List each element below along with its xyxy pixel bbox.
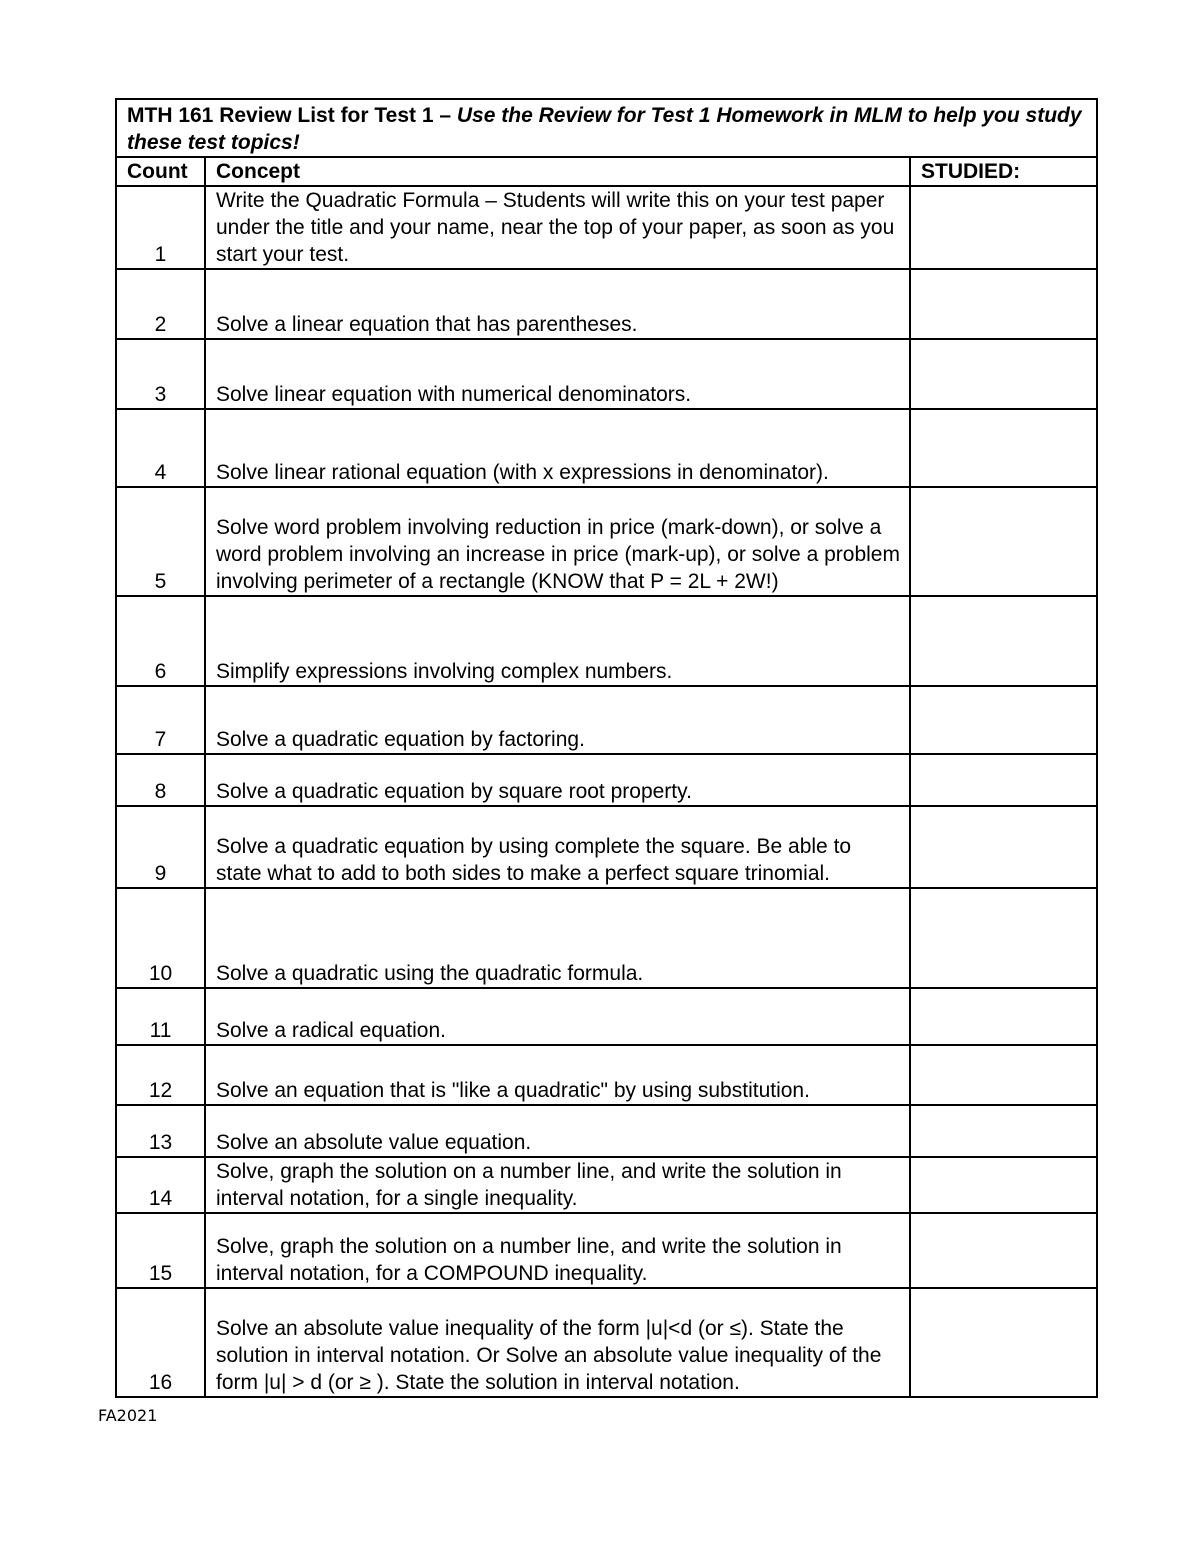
title-bold-text: MTH 161 Review List for Test 1 – (127, 104, 457, 127)
table-row (116, 1157, 1097, 1213)
row-count: 11 (116, 988, 205, 1045)
header-concept: Concept (205, 157, 910, 186)
row-count: 1 (116, 186, 205, 269)
row-studied-checkbox[interactable] (910, 1288, 1097, 1397)
row-count: 7 (116, 686, 205, 754)
row-concept: Solve, graph the solution on a number line, and write the solution in interval notation, for a single inequality. (205, 1157, 910, 1213)
row-concept: Solve a quadratic using the quadratic formula. (205, 888, 910, 988)
row-studied-checkbox[interactable] (910, 1045, 1097, 1105)
row-concept: Solve an absolute value equation. (205, 1105, 910, 1157)
row-count: 2 (116, 269, 205, 339)
table-row (116, 754, 1097, 806)
title-italic-text: Use the Review for Test 1 Homework in MLM to help you study these test topics! (127, 104, 1082, 154)
row-studied-checkbox[interactable] (910, 596, 1097, 686)
row-concept: Solve a quadratic equation by factoring. (205, 686, 910, 754)
row-count: 10 (116, 888, 205, 988)
row-count: 3 (116, 339, 205, 409)
row-studied-checkbox[interactable] (910, 806, 1097, 888)
row-concept: Solve a quadratic equation by square root property. (205, 754, 910, 806)
row-studied-checkbox[interactable] (910, 186, 1097, 269)
row-studied-checkbox[interactable] (910, 888, 1097, 988)
table-row (116, 888, 1097, 988)
header-studied: STUDIED: (910, 157, 1097, 186)
row-count: 8 (116, 754, 205, 806)
row-count: 14 (116, 1157, 205, 1213)
table-row (116, 686, 1097, 754)
row-count: 6 (116, 596, 205, 686)
row-studied-checkbox[interactable] (910, 1213, 1097, 1288)
row-concept: Solve an equation that is "like a quadratic" by using substitution. (205, 1045, 910, 1105)
row-count: 9 (116, 806, 205, 888)
row-concept: Solve linear rational equation (with x expressions in denominator). (205, 409, 910, 487)
row-count: 16 (116, 1288, 205, 1397)
row-studied-checkbox[interactable] (910, 1157, 1097, 1213)
table-row (116, 1288, 1097, 1397)
table-row (116, 1105, 1097, 1157)
table-row (116, 269, 1097, 339)
footer-code: FA2021 (98, 1406, 158, 1425)
table-row (116, 186, 1097, 269)
header-count: Count (116, 157, 205, 186)
table-row (116, 339, 1097, 409)
row-count: 12 (116, 1045, 205, 1105)
row-count: 13 (116, 1105, 205, 1157)
row-count: 4 (116, 409, 205, 487)
page-title (116, 99, 1097, 157)
title-row (116, 99, 1097, 157)
row-concept: Simplify expressions involving complex numbers. (205, 596, 910, 686)
header-row (116, 157, 1097, 186)
row-studied-checkbox[interactable] (910, 339, 1097, 409)
rows-body (116, 186, 1097, 1397)
row-concept: Solve, graph the solution on a number line, and write the solution in interval notation, for a COMPOUND inequality. (205, 1213, 910, 1288)
table-row (116, 806, 1097, 888)
row-studied-checkbox[interactable] (910, 988, 1097, 1045)
row-concept: Solve linear equation with numerical denominators. (205, 339, 910, 409)
row-studied-checkbox[interactable] (910, 754, 1097, 806)
row-studied-checkbox[interactable] (910, 409, 1097, 487)
table-row (116, 596, 1097, 686)
review-table (115, 98, 1098, 1398)
row-studied-checkbox[interactable] (910, 487, 1097, 596)
row-concept: Write the Quadratic Formula – Students will write this on your test paper under the title and your name, near the top of your paper, as soon as you start your test. (205, 186, 910, 269)
row-studied-checkbox[interactable] (910, 686, 1097, 754)
table-row (116, 487, 1097, 596)
row-studied-checkbox[interactable] (910, 269, 1097, 339)
row-concept: Solve a radical equation. (205, 988, 910, 1045)
row-concept: Solve a quadratic equation by using complete the square. Be able to state what to add to both sides to make a perfect square trinomial. (205, 806, 910, 888)
row-count: 5 (116, 487, 205, 596)
row-studied-checkbox[interactable] (910, 1105, 1097, 1157)
row-count: 15 (116, 1213, 205, 1288)
table-row (116, 1213, 1097, 1288)
table-row (116, 1045, 1097, 1105)
table-row (116, 409, 1097, 487)
table-row (116, 988, 1097, 1045)
row-concept: Solve a linear equation that has parentheses. (205, 269, 910, 339)
row-concept: Solve word problem involving reduction in price (mark-down), or solve a word problem involving an increase in price (mark-up), or solve a problem involving perimeter of a rectangle (KNOW that P = 2L + 2W!) (205, 487, 910, 596)
row-concept: Solve an absolute value inequality of the form |u|<d (or ≤). State the solution in interval notation. Or Solve an absolute value inequality of the form |u| > d (or ≥ ). State the solution in interval notation. (205, 1288, 910, 1397)
